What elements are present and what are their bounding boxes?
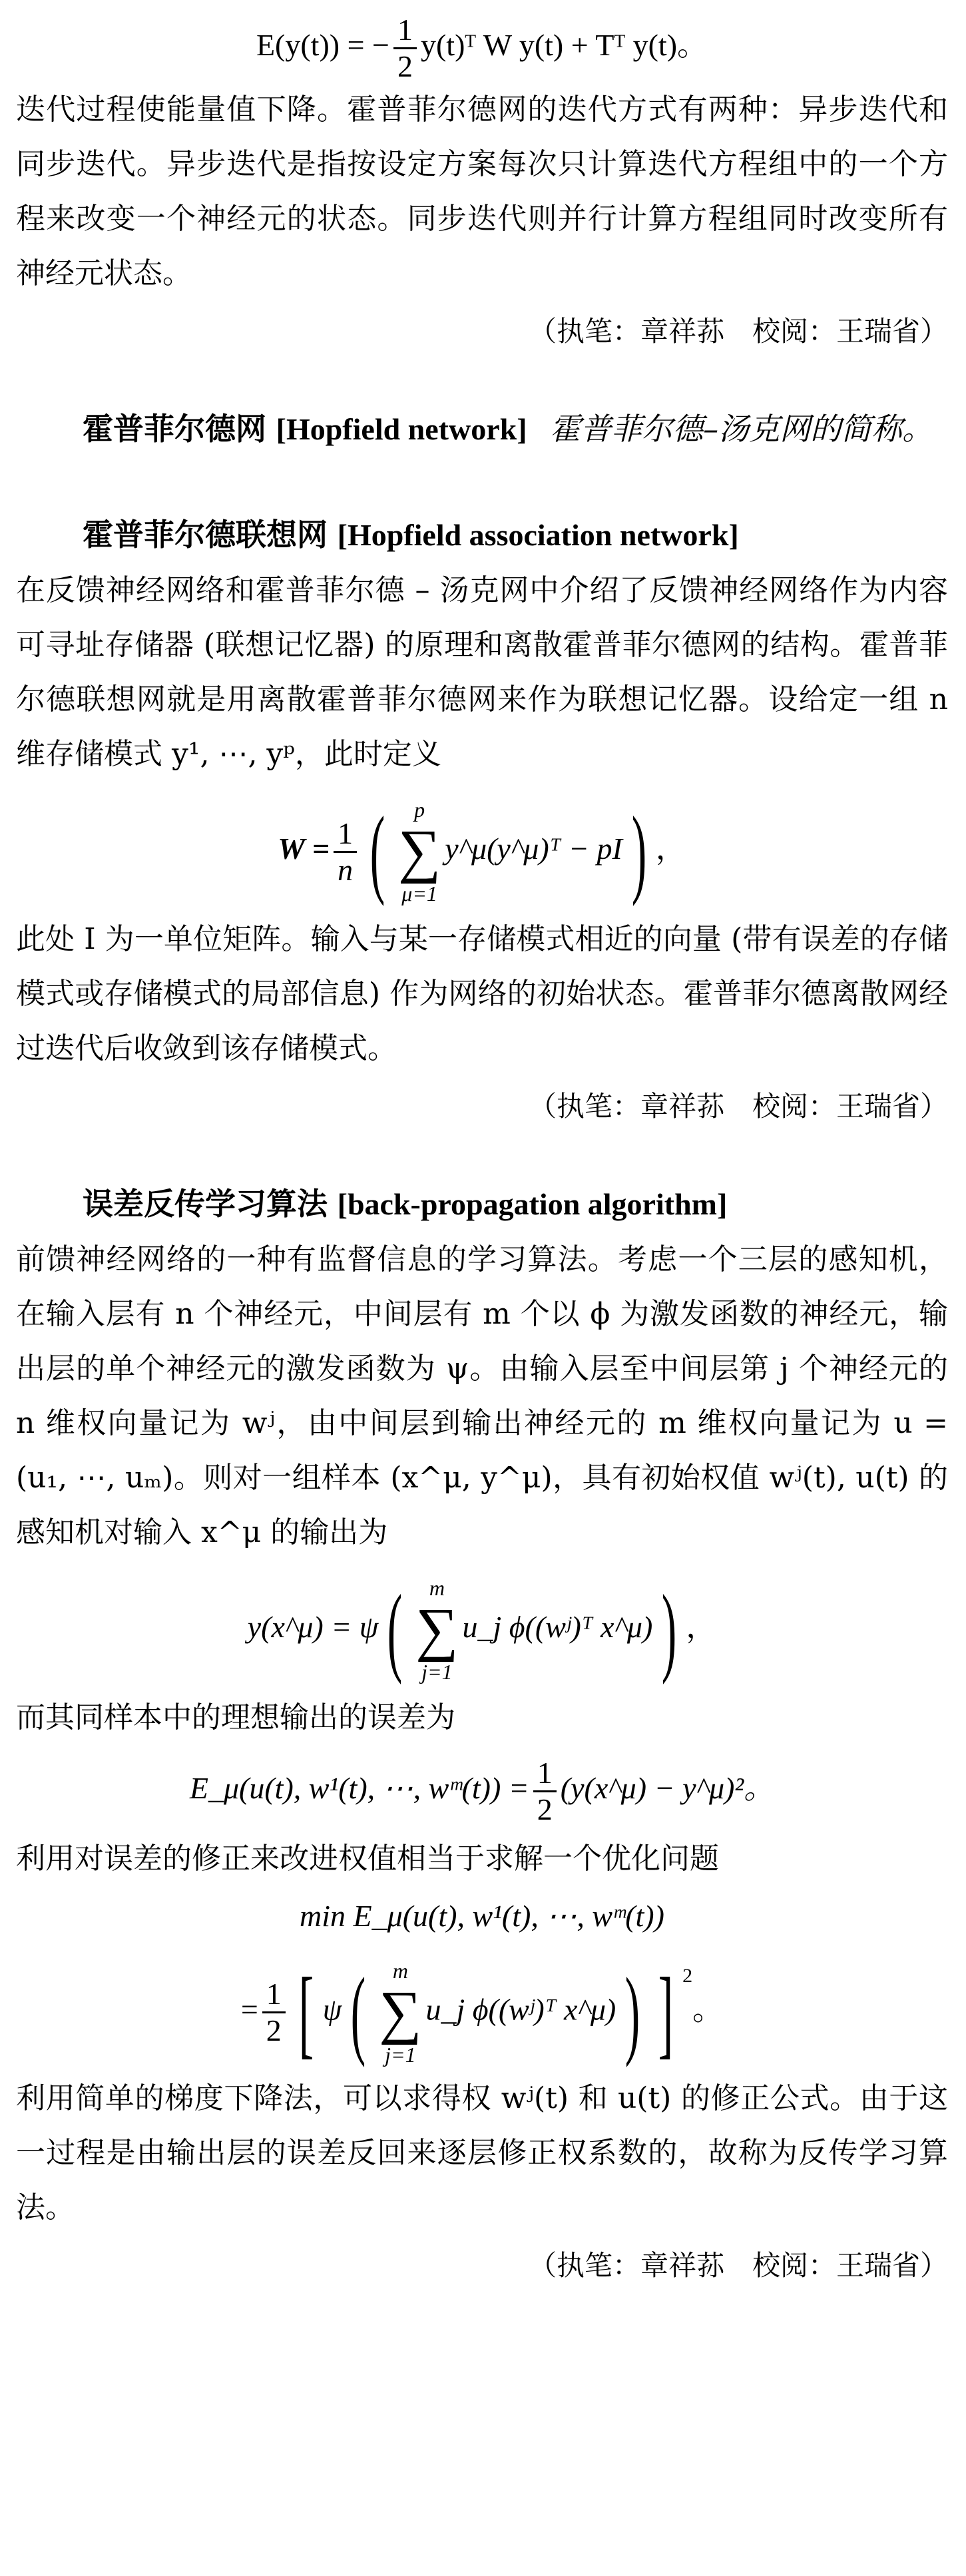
entry-english-term: [Hopfield association network] xyxy=(337,518,739,552)
entry-heading: 霍普菲尔德联想网 xyxy=(83,517,328,553)
entry-english-term: [back-propagation algorithm] xyxy=(337,1187,728,1221)
bp-paragraph: 前馈神经网络的一种有监督信息的学习算法。考虑一个三层的感知机，在输入层有 n 个神经元，中间层有 m 个以 ϕ 为激发函数的神经元，输出层的单个神经元的激发函数为 ψ。由输入层至中间层第 j 个神经元的 n 维权向量记为 wʲ，由中间层到输出神经元的 m 维权向量记为 u = (u₁, ⋯, uₘ)。则对一组样本 (x^μ, y^μ)，具有初始权值 wʲ(t), u(t) 的感知机对输入 x^μ 的输出为 xyxy=(16,1242,949,1549)
energy-equation-rhs: y(t)ᵀ W y(t) + Tᵀ y(t)。 xyxy=(420,28,708,62)
entry-hopfield-network xyxy=(16,401,948,457)
sum-operator: m ∑ j=1 xyxy=(379,1958,422,2067)
credit-line: （执笔：章祥荪 校阅：王瑞省） xyxy=(528,1090,948,1123)
cross-reference-link[interactable]: 前馈神经网络 xyxy=(16,1242,197,1276)
left-paren: ( xyxy=(369,796,385,907)
energy-equation xyxy=(16,12,948,83)
credit-line: （执笔：章祥荪 校阅：王瑞省） xyxy=(528,315,948,348)
energy-equation-fraction: $\frac{1}{2}$ xyxy=(393,13,417,84)
document-page xyxy=(16,0,948,2286)
entry-heading: 误差反传学习算法 xyxy=(83,1186,328,1222)
output-equation-body: u_j ϕ((wʲ)ᵀ x^μ) xyxy=(462,1610,653,1644)
error-equation-rhs: (y(x^μ) − y^μ)²。 xyxy=(560,1771,775,1805)
sum-operator: p ∑ μ=1 xyxy=(398,798,441,906)
sum-operator: m ∑ j=1 xyxy=(415,1576,459,1684)
entry-heading: 霍普菲尔德网 xyxy=(83,411,266,447)
error-equation-fraction: $\frac{1}{2}$ xyxy=(533,1756,557,1827)
final-paragraph: 利用简单的梯度下降法，可以求得权 wʲ(t) 和 u(t) 的修正公式。由于这一过程是由输出层的误差反回来逐层修正权系数的，故称为反传学习算法。 xyxy=(16,2081,948,2224)
min-equation-fraction: $\frac{1}{2}$ xyxy=(262,1977,286,2048)
right-paren: ) xyxy=(631,796,646,907)
weight-equation-body: y^μ(y^μ)ᵀ − pI xyxy=(445,832,622,866)
output-equation-lhs: y(x^μ) = ψ xyxy=(247,1610,379,1644)
left-bracket: [ xyxy=(298,1957,314,2068)
entry-hopfield-association-network xyxy=(16,507,948,1127)
min-equation-power: 2 xyxy=(682,1965,693,1987)
cross-reference-link[interactable]: 反馈神经网络 xyxy=(45,573,226,607)
energy-equation-lhs: E(y(t)) = − xyxy=(256,28,389,62)
error-equation-lhs: E_μ(u(t), w¹(t), ⋯, wᵐ(t)) = xyxy=(189,1771,529,1805)
min-equation-body: u_j ϕ((wʲ)ᵀ x^μ) xyxy=(425,1992,616,2027)
weight-equation-lhs: W = xyxy=(278,832,330,866)
error-intro: 而其同样本中的理想输出的误差为 xyxy=(16,1700,455,1734)
entry-cross-reference: 霍普菲尔德–汤克网的简称。 xyxy=(550,411,933,447)
entry-english-term: [Hopfield network] xyxy=(276,412,527,446)
right-paren: ) xyxy=(662,1575,677,1686)
association-paragraph: 在反馈神经网络和霍普菲尔德 – 汤克网中介绍了反馈神经网络作为内容可寻址存储器 (联想记忆器) 的原理和离散霍普菲尔德网的结构。霍普菲尔德联想网就是用离散霍普菲尔德网来作为联想记忆器。设给定一组 n 维存储模式 y¹, ⋯, yᵖ，此时定义 xyxy=(16,573,948,771)
association-paragraph-2: 此处 I 为一单位矩阵。输入与某一存储模式相近的向量 (带有误差的存储模式或存储模式的局部信息) 作为网络的初始状态。霍普菲尔德离散网经过迭代后收敛到该存储模式。 xyxy=(16,922,948,1065)
cross-reference-link[interactable]: 霍普菲尔德 – 汤克网 xyxy=(255,573,530,607)
right-bracket: ] xyxy=(658,1957,674,2068)
error-equation xyxy=(16,1745,948,1832)
weight-equation-fraction: $\frac{1}{n}$ xyxy=(334,816,357,888)
entry-back-propagation xyxy=(16,1176,948,2286)
min-equation-line2: = $\frac{1}{2}$ [ ψ( m ∑ j=1 u_j ϕ((wʲ)ᵀ x^μ)) ] $^2$。 xyxy=(240,1957,724,2068)
min-equation xyxy=(16,1893,948,2066)
optimization-intro: 利用对误差的修正来改进权值相当于求解一个优化问题 xyxy=(16,1842,719,1876)
cross-reference-link[interactable]: 感知机 xyxy=(828,1242,919,1276)
output-equation: y(x^μ) = ψ( m ∑ j=1 u_j ϕ((wʲ)ᵀ x^μ)) ， xyxy=(247,1575,717,1686)
iteration-paragraph: 迭代过程使能量值下降。霍普菲尔德网的迭代方式有两种：异步迭代和同步迭代。异步迭代是指按设定方案每次只计算迭代方程组中的一个方程来改变一个神经元的状态。同步迭代则并行计算方程组同时改变所有神经元状态。 xyxy=(16,93,948,290)
right-paren: ) xyxy=(624,1957,640,2068)
credit-line: （执笔：章祥荪 校阅：王瑞省） xyxy=(528,2249,948,2282)
left-paren: ( xyxy=(351,1957,366,2068)
weight-equation: W = $\frac{1}{n}$ ( p ∑ μ=1 y^μ(y^μ)ᵀ − pI) ， xyxy=(278,796,686,907)
min-equation-line1: min E_μ(u(t), w¹(t), ⋯, wᵐ(t)) xyxy=(300,1899,664,1933)
left-paren: ( xyxy=(387,1575,403,1686)
